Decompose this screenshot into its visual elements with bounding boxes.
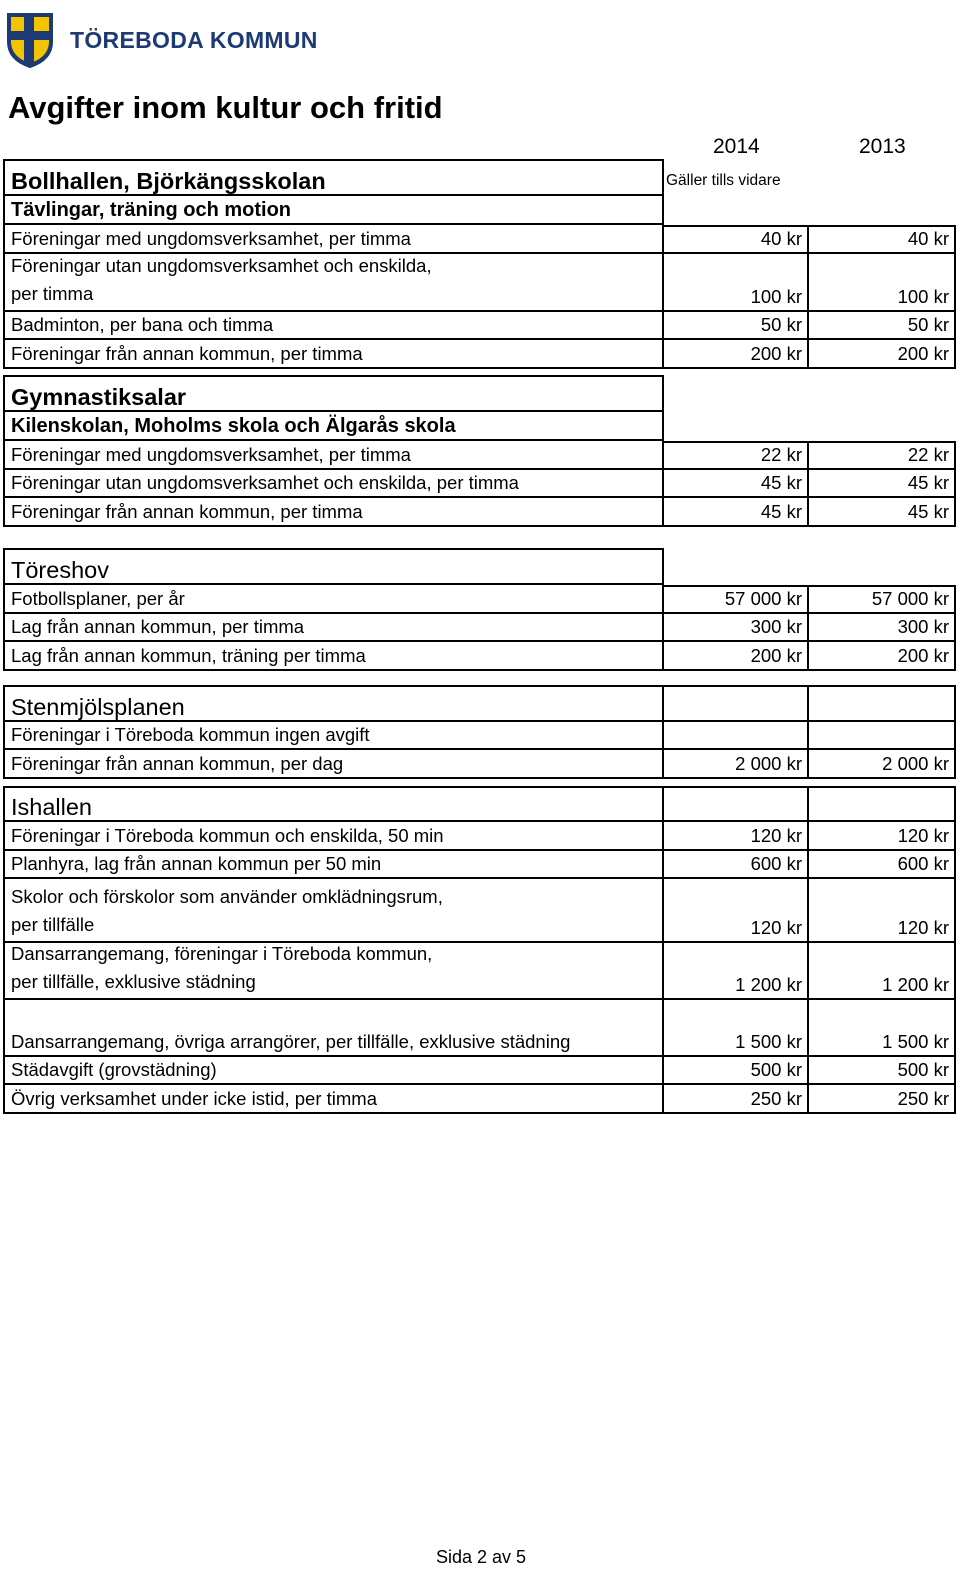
row-label: Övrig verksamhet under icke istid, per timma bbox=[3, 1085, 664, 1114]
price-2013: 22 kr bbox=[809, 441, 956, 470]
section-subheading: Tävlingar, träning och motion bbox=[3, 196, 664, 225]
empty-cell bbox=[809, 786, 956, 822]
empty-cell bbox=[809, 685, 956, 722]
section-heading: Ishallen bbox=[3, 786, 664, 822]
row-label: Dansarrangemang, övriga arrangörer, per tillfälle, exklusive städning bbox=[3, 1000, 664, 1057]
row-label: Föreningar i Töreboda kommun och enskilda, 50 min bbox=[3, 822, 664, 851]
price-2013: 120 kr bbox=[809, 879, 956, 943]
row-label-line: Skolor och förskolor som använder omklädningsrum, bbox=[11, 886, 443, 907]
price-2014: 600 kr bbox=[664, 851, 809, 879]
price-2014: 1 200 kr bbox=[664, 943, 809, 1000]
price-2013: 1 200 kr bbox=[809, 943, 956, 1000]
row-label: Föreningar från annan kommun, per timma bbox=[3, 498, 664, 527]
row-label: Lag från annan kommun, träning per timma bbox=[3, 642, 664, 671]
price-2013: 1 500 kr bbox=[809, 1000, 956, 1057]
price-2014: 40 kr bbox=[664, 225, 809, 254]
page-number: Sida 2 av 5 bbox=[436, 1547, 527, 1567]
row-label: Föreningar i Töreboda kommun ingen avgift bbox=[3, 722, 664, 750]
empty-cell bbox=[664, 786, 809, 822]
price-2014: 300 kr bbox=[664, 614, 809, 642]
row-label bbox=[3, 943, 664, 1000]
row-label-line: per timma bbox=[11, 283, 94, 304]
price-2014: 200 kr bbox=[664, 340, 809, 369]
price-2014: 100 kr bbox=[664, 254, 809, 312]
price-2014: 200 kr bbox=[664, 642, 809, 671]
price-2014: 120 kr bbox=[664, 822, 809, 851]
price-2014: 50 kr bbox=[664, 312, 809, 340]
row-label bbox=[3, 254, 664, 312]
price-2013: 50 kr bbox=[809, 312, 956, 340]
price-2014: 45 kr bbox=[664, 498, 809, 527]
empty-cell bbox=[809, 722, 956, 750]
row-label: Föreningar från annan kommun, per dag bbox=[3, 750, 664, 779]
price-2013: 45 kr bbox=[809, 470, 956, 498]
row-label: Planhyra, lag från annan kommun per 50 min bbox=[3, 851, 664, 879]
row-label: Föreningar med ungdomsverksamhet, per timma bbox=[3, 441, 664, 470]
empty-cell bbox=[664, 685, 809, 722]
validity-note: Gäller tills vidare bbox=[666, 172, 781, 189]
empty-cell bbox=[664, 722, 809, 750]
section-heading: Gymnastiksalar bbox=[3, 375, 664, 412]
price-2013: 45 kr bbox=[809, 498, 956, 527]
price-2014: 45 kr bbox=[664, 470, 809, 498]
price-2013: 500 kr bbox=[809, 1057, 956, 1085]
price-2013: 2 000 kr bbox=[809, 750, 956, 779]
row-label bbox=[3, 879, 664, 943]
row-label: Föreningar med ungdomsverksamhet, per timma bbox=[3, 225, 664, 254]
logo-text: TÖREBODA KOMMUN bbox=[70, 26, 318, 53]
price-2013: 100 kr bbox=[809, 254, 956, 312]
price-2014: 1 500 kr bbox=[664, 1000, 809, 1057]
row-label: Fotbollsplaner, per år bbox=[3, 585, 664, 614]
price-2013: 120 kr bbox=[809, 822, 956, 851]
row-label: Badminton, per bana och timma bbox=[3, 312, 664, 340]
row-label-line: per tillfälle bbox=[11, 914, 95, 935]
price-2013: 40 kr bbox=[809, 225, 956, 254]
price-2014: 250 kr bbox=[664, 1085, 809, 1114]
page-title: Avgifter inom kultur och fritid bbox=[8, 90, 443, 125]
kommun-logo bbox=[6, 12, 318, 68]
price-2013: 250 kr bbox=[809, 1085, 956, 1114]
price-2013: 57 000 kr bbox=[809, 585, 956, 614]
column-header-2013: 2013 bbox=[859, 135, 906, 158]
row-label: Städavgift (grovstädning) bbox=[3, 1057, 664, 1085]
row-label: Föreningar utan ungdomsverksamhet och enskilda, per timma bbox=[3, 470, 664, 498]
column-header-2014: 2014 bbox=[713, 135, 760, 158]
coat-of-arms-icon bbox=[6, 12, 54, 68]
price-2014: 57 000 kr bbox=[664, 585, 809, 614]
row-label-line: per tillfälle, exklusive städning bbox=[11, 971, 256, 992]
section-heading: Stenmjölsplanen bbox=[3, 685, 664, 722]
row-label: Lag från annan kommun, per timma bbox=[3, 614, 664, 642]
price-2013: 600 kr bbox=[809, 851, 956, 879]
price-2014: 120 kr bbox=[664, 879, 809, 943]
row-label: Föreningar från annan kommun, per timma bbox=[3, 340, 664, 369]
price-2013: 300 kr bbox=[809, 614, 956, 642]
price-2014: 500 kr bbox=[664, 1057, 809, 1085]
price-2013: 200 kr bbox=[809, 340, 956, 369]
row-label-line: Dansarrangemang, föreningar i Töreboda kommun, bbox=[11, 943, 433, 964]
section-subheading: Kilenskolan, Moholms skola och Älgarås skola bbox=[3, 412, 664, 441]
row-label-line: Föreningar utan ungdomsverksamhet och enskilda, bbox=[11, 255, 432, 276]
price-2013: 200 kr bbox=[809, 642, 956, 671]
price-2014: 2 000 kr bbox=[664, 750, 809, 779]
section-heading: Töreshov bbox=[3, 548, 664, 585]
price-2014: 22 kr bbox=[664, 441, 809, 470]
section-heading: Bollhallen, Björkängsskolan bbox=[3, 159, 664, 196]
